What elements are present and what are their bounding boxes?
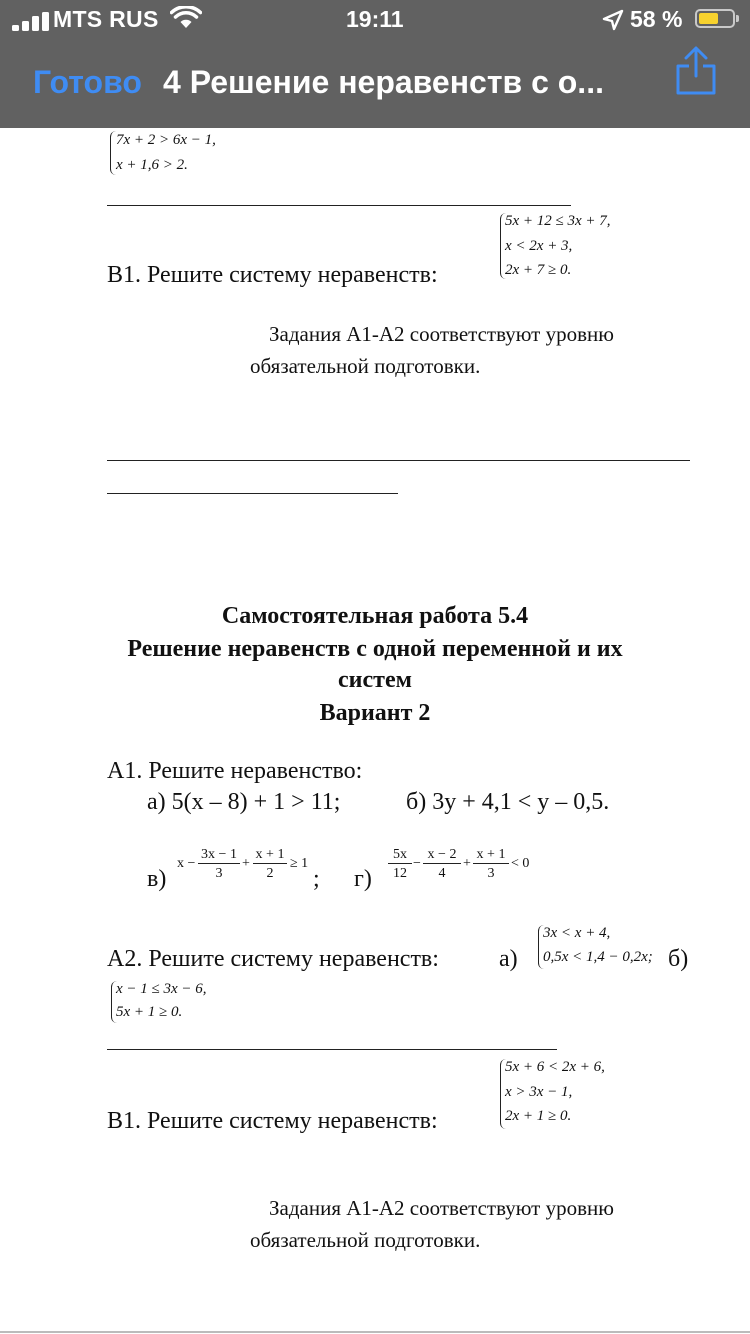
- a2-system-a-line-1: 3x < x + 4,: [543, 925, 611, 941]
- a1-v-fraction-1: $\frac{3x - 1}{3}$: [198, 846, 240, 884]
- document-title: 4 Решение неравенств с о...: [163, 64, 604, 100]
- a2-system-a-line-2: 0,5x < 1,4 − 0,2x;: [543, 949, 653, 965]
- a1-g-tail: < 0: [511, 856, 530, 871]
- a1-v-plus: +: [242, 856, 250, 871]
- answer-line: [107, 1049, 557, 1050]
- heading-topic: Решение неравенств с одной переменной и их: [127, 636, 623, 662]
- b1-system-1-line-1: 5x + 12 ≤ 3x + 7,: [505, 213, 611, 229]
- answer-line: [107, 493, 398, 494]
- status-bar: [0, 0, 750, 40]
- heading-topic-cont: систем: [338, 667, 412, 693]
- a1-g-minus: −: [413, 856, 421, 871]
- page-bottom-divider: [0, 1331, 750, 1333]
- b1-system-2-line-2: x > 3x − 1,: [505, 1084, 573, 1100]
- note-1-line-1: Задания А1-А2 соответствуют уровню: [269, 322, 614, 346]
- a2-item-b-label: б): [668, 946, 689, 972]
- battery-percent: 58 %: [630, 6, 683, 32]
- b1-system-2-line-1: 5x + 6 < 2x + 6,: [505, 1059, 605, 1075]
- a2-system-b-line-2: 5x + 1 ≥ 0.: [116, 1004, 183, 1020]
- carrier-name: MTS RUS: [53, 6, 159, 32]
- b1-label-2: B1. Решите систему неравенств:: [107, 1108, 438, 1134]
- battery-icon: [695, 9, 735, 28]
- a1-v-end: ;: [313, 866, 320, 892]
- b1-system-1-line-3: 2x + 7 ≥ 0.: [505, 262, 572, 278]
- b1-system-1-line-2: x < 2x + 3,: [505, 238, 573, 254]
- a1-g-fraction-1: $\frac{5x}{12}$: [388, 846, 412, 884]
- a1-v-fraction-2: $\frac{x + 1}{2}$: [253, 846, 287, 884]
- a1-g-plus: +: [463, 856, 471, 871]
- done-button[interactable]: Готово: [33, 64, 142, 100]
- a1-item-v-label: в): [147, 866, 167, 892]
- note-1-line-2: обязательной подготовки.: [250, 354, 481, 378]
- a1-v-tail: ≥ 1: [290, 856, 309, 871]
- b1-label-1: B1. Решите систему неравенств:: [107, 262, 438, 288]
- answer-line: [107, 460, 690, 461]
- a1-item-g-label: г): [354, 866, 372, 892]
- location-arrow-icon: [602, 9, 624, 31]
- answer-line: [107, 205, 571, 206]
- a1-g-fraction-3: $\frac{x + 1}{3}$: [473, 846, 509, 884]
- top-bar: [0, 0, 750, 128]
- cellular-signal-icon: [12, 11, 52, 31]
- a1-v-lead: x −: [177, 856, 196, 871]
- a1-label: А1. Решите неравенство:: [107, 758, 363, 784]
- a2-system-b-line-1: x − 1 ≤ 3x − 6,: [116, 981, 207, 997]
- b1-system-2-line-3: 2x + 1 ≥ 0.: [505, 1108, 572, 1124]
- heading-variant: Вариант 2: [319, 700, 431, 726]
- heading-work-title: Самостоятельная работа 5.4: [221, 603, 529, 629]
- note-2-line-2: обязательной подготовки.: [250, 1228, 481, 1252]
- a2-item-a-label: а): [499, 946, 518, 972]
- note-2-line-1: Задания А1-А2 соответствуют уровню: [269, 1196, 614, 1220]
- a2-label: А2. Решите систему неравенств:: [107, 946, 439, 972]
- wifi-icon: [170, 6, 202, 30]
- a1-item-b: б) 3y + 4,1 < y – 0,5.: [406, 789, 610, 815]
- top-system-line-1: 7x + 2 > 6x − 1,: [116, 132, 216, 148]
- status-time: 19:11: [346, 6, 404, 32]
- share-icon[interactable]: [674, 46, 718, 96]
- a1-g-fraction-2: $\frac{x - 2}{4}$: [423, 846, 461, 884]
- top-system-line-2: x + 1,6 > 2.: [116, 157, 188, 173]
- a1-item-a: а) 5(x – 8) + 1 > 11;: [147, 789, 341, 815]
